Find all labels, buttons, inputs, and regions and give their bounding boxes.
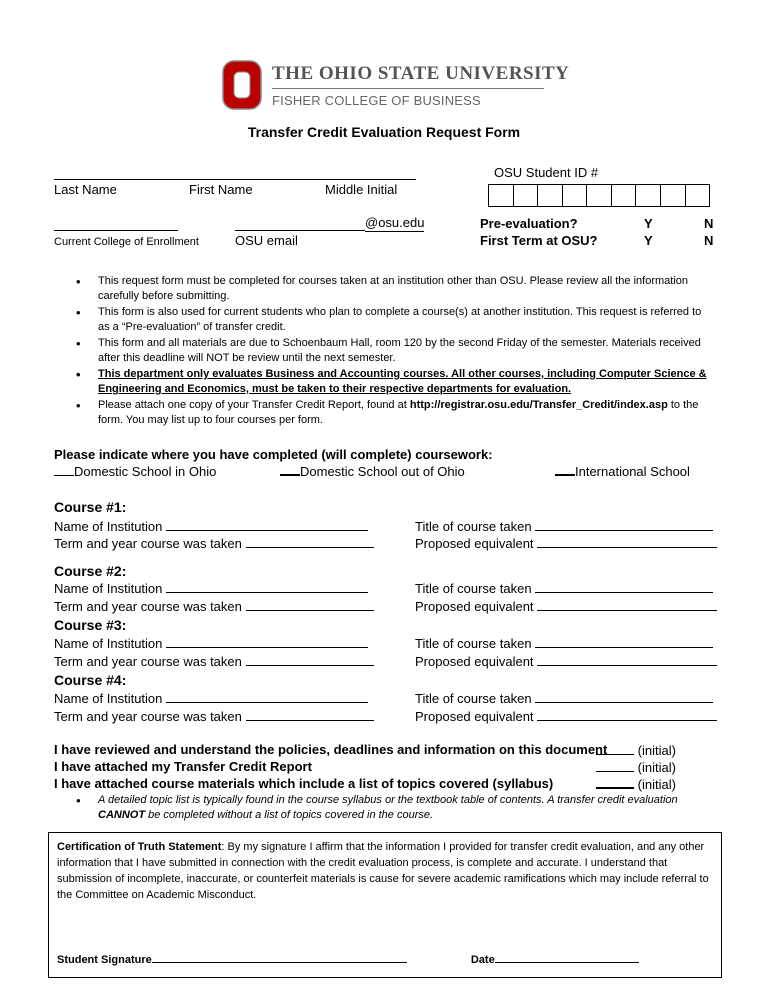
first-term-label: First Term at OSU? [480,233,598,248]
name-line[interactable] [54,164,416,180]
transfer-credit-url[interactable]: http://registrar.osu.edu/Transfer_Credit/index.asp [409,399,668,411]
equivalent-field[interactable]: Proposed equivalent [415,535,717,552]
college-line[interactable] [54,218,178,231]
last-name-label: Last Name [54,182,117,197]
pre-evaluation-label: Pre-evaluation? [480,216,578,231]
option-domestic-ohio[interactable]: Domestic School in Ohio [54,463,216,480]
term-field[interactable]: Term and year course was taken [54,653,374,670]
student-id-boxes[interactable] [488,184,710,207]
title-field[interactable]: Title of course taken [415,580,713,597]
certification-text: Certification of Truth Statement: By my signature I affirm that the information I provided for transfer credit evaluation, and any other information that I have submitted in connection with the credit evaluation process, is complete and accurate. I understand that submission of incomplete, inaccurate, or counterfeit materials is cause for severe academic ramifications which may include referral to the Committee on Academic Misconduct. [57,841,709,901]
college-name: FISHER COLLEGE OF BUSINESS [272,93,481,108]
form-title: Transfer Credit Evaluation Request Form [247,124,521,140]
instruction-item: • This form is also used for current students who plan to complete a course(s) at another institution. This request is referred to as a “Pre-evaluation” of transfer credit. [68,305,708,335]
pre-eval-yes[interactable]: Y [644,216,653,231]
id-digit-cell[interactable] [538,185,563,206]
id-digit-cell[interactable] [686,185,710,206]
course-heading: Course #4: [54,672,127,688]
institution-field[interactable]: Name of Institution [54,518,368,535]
ack-attached-materials: I have attached course materials which include a list of topics covered (syllabus) [54,776,554,791]
signature-row: Student Signature Date [57,952,639,968]
instruction-item: • This department only evaluates Business and Accounting courses. All other courses, including Computer Science & Engineering and Economics, must be taken to their respective departments for evaluation. [68,367,708,397]
coursework-prompt: Please indicate where you have completed (will complete) coursework: [54,447,493,462]
institution-field[interactable]: Name of Institution [54,580,368,597]
initial-field[interactable]: (initial) [596,759,676,776]
syllabus-note-item: • A detailed topic list is typically found in the course syllabus or the textbook table of contents. A transfer credit evaluation CANNOT be completed without a list of topics covered in the course. [68,793,718,823]
certification-heading: Certification of Truth Statement [57,841,222,853]
option-international[interactable]: International School [555,463,690,480]
title-field[interactable]: Title of course taken [415,635,713,652]
id-digit-cell[interactable] [661,185,686,206]
first-term-yes[interactable]: Y [644,233,653,248]
initial-field[interactable]: (initial) [596,776,676,793]
pre-eval-no[interactable]: N [704,216,714,231]
signature-field[interactable] [152,952,407,963]
ack-reviewed-policies: I have reviewed and understand the policies, deadlines and information on this document [54,742,608,757]
email-label: OSU email [235,233,298,248]
logo-divider [272,88,544,89]
term-field[interactable]: Term and year course was taken [54,708,374,725]
course-heading: Course #2: [54,563,127,579]
certification-box [48,832,722,978]
option-domestic-out-of-ohio[interactable]: Domestic School out of Ohio [280,463,465,480]
id-digit-cell[interactable] [587,185,612,206]
course-heading: Course #1: [54,499,127,515]
id-digit-cell[interactable] [636,185,661,206]
email-line[interactable] [235,218,365,231]
instruction-item: • This form and all materials are due to Schoenbaum Hall, room 120 by the second Friday of the semester. Materials received after this deadline will NOT be review until the next semester. [68,336,708,366]
id-digit-cell[interactable] [563,185,588,206]
id-digit-cell[interactable] [489,185,514,206]
term-field[interactable]: Term and year course was taken [54,535,374,552]
ack-attached-report: I have attached my Transfer Credit Report [54,759,312,774]
equivalent-field[interactable]: Proposed equivalent [415,653,717,670]
institution-field[interactable]: Name of Institution [54,690,368,707]
term-field[interactable]: Term and year course was taken [54,598,374,615]
syllabus-note [68,793,718,824]
id-digit-cell[interactable] [514,185,539,206]
equivalent-field[interactable]: Proposed equivalent [415,708,717,725]
course-heading: Course #3: [54,617,127,633]
institution-field[interactable]: Name of Institution [54,635,368,652]
initial-field[interactable]: (initial) [596,742,676,759]
first-name-label: First Name [189,182,253,197]
first-term-no[interactable]: N [704,233,714,248]
instruction-item: • This request form must be completed for courses taken at an institution other than OSU. Please review all the information carefully before submitting. [68,274,708,304]
id-digit-cell[interactable] [612,185,637,206]
middle-initial-label: Middle Initial [325,182,398,197]
title-field[interactable]: Title of course taken [415,690,713,707]
university-name: THE OHIO STATE UNIVERSITY [272,63,570,84]
email-suffix: @osu.edu [365,215,425,230]
title-field[interactable]: Title of course taken [415,518,713,535]
student-id-label: OSU Student ID # [494,165,599,180]
date-field[interactable] [495,952,639,963]
instructions-list [68,274,708,429]
osu-block-o-logo [222,60,262,110]
instruction-item: • Please attach one copy of your Transfer Credit Report, found at http://registrar.osu.edu/Transfer_Credit/index.asp to the form. You may list up to four courses per form. [68,398,708,428]
college-label: Current College of Enrollment [54,236,199,248]
equivalent-field[interactable]: Proposed equivalent [415,598,717,615]
